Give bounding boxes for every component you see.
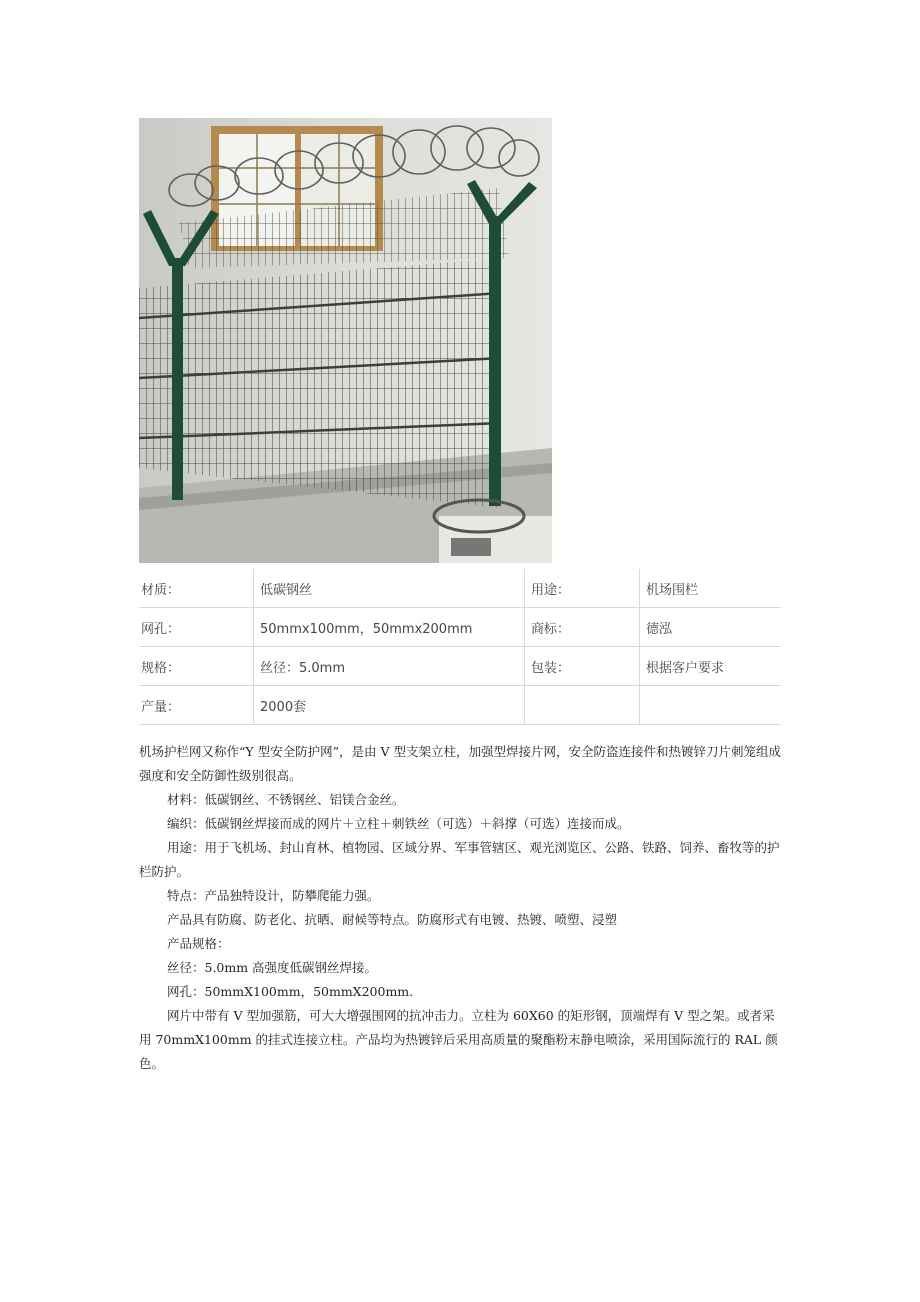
spec-value: 2000套	[254, 686, 525, 725]
spec-value: 丝径：5.0mm	[254, 647, 525, 686]
intro-paragraph: 机场护栏网又称作“Y 型安全防护网”，是由 V 型支架立柱，加强型焊接片网，安全防盗连接件和热镀锌刀片刺笼组成强度和安全防御性级别很高。	[139, 744, 781, 783]
spec-label: 产量：	[139, 686, 254, 725]
spec-value	[640, 686, 782, 725]
table-row	[139, 608, 781, 647]
spec-label	[525, 686, 640, 725]
wire-line: 丝径：5.0mm 高强度低碳钢丝焊接。	[167, 960, 378, 975]
spec-label: 商标：	[525, 608, 640, 647]
spec-label: 规格：	[139, 647, 254, 686]
spec-label: 网孔：	[139, 608, 254, 647]
table-row	[139, 686, 781, 725]
spec-label: 包装：	[525, 647, 640, 686]
weave-line: 编织：低碳钢丝焊接而成的网片＋立柱＋刺铁丝（可选）＋斜撑（可选）连接而成。	[167, 816, 630, 831]
fence-product-photo	[139, 118, 552, 563]
spec-value: 根据客户要求	[640, 647, 782, 686]
spec-value: 机场围栏	[640, 569, 782, 608]
feature-line: 特点：产品独特设计，防攀爬能力强。	[167, 888, 380, 903]
detail-paragraph: 网片中带有 V 型加强筋，可大大增强围网的抗冲击力。立柱为 60X60 的矩形钢，顶端焊有 V 型之架。或者采用 70mmX100mm 的挂式连接立柱。产品均为热镀锌后采用高质量的聚酯粉末静电喷涂，采用国际流行的 RAL 颜色。	[139, 1008, 778, 1071]
property-line: 产品具有防腐、防老化、抗晒、耐候等特点。防腐形式有电镀、热镀、喷塑、浸塑	[167, 912, 618, 927]
spec-title: 产品规格：	[167, 936, 230, 951]
spec-label: 材质：	[139, 569, 254, 608]
spec-table	[139, 569, 781, 725]
material-line: 材料：低碳钢丝、不锈钢丝、铝镁合金丝。	[167, 792, 405, 807]
table-row	[139, 569, 781, 608]
spec-value: 50mmx100mm，50mmx200mm	[254, 608, 525, 647]
product-description	[139, 740, 781, 1076]
spec-value: 低碳钢丝	[254, 569, 525, 608]
spec-label: 用途：	[525, 569, 640, 608]
mesh-line: 网孔：50mmX100mm，50mmX200mm.	[167, 984, 414, 999]
spec-value: 德泓	[640, 608, 782, 647]
table-row	[139, 647, 781, 686]
usage-line: 用途：用于飞机场、封山育林、植物园、区域分界、军事管辖区、观光浏览区、公路、铁路、饲养、畜牧等的护栏防护。	[139, 840, 780, 879]
